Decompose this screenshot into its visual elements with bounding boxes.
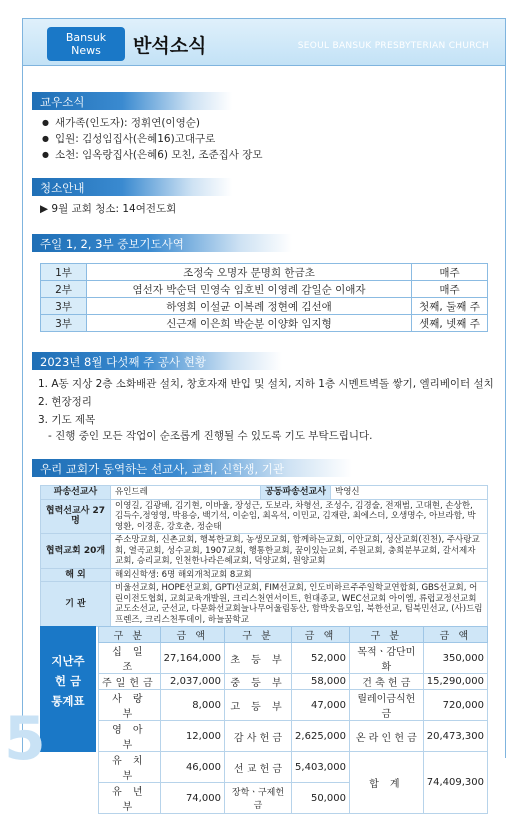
table-row: 협력교회 20개 주소망교회, 신촌교회, 행복한교회, 농생모교회, 함께하는교회, 이안교회, 성산교회(진천), 주사랑교회, 열곡교회, 성수교회, 1907교회, 행통한교회, 꿈이있는교회, 주원교회, 충희분부교회, 갈서제자교회, 승리교회, 인천한나라은혜교회, 덕양교회, 원양교회 <box>41 534 488 569</box>
table-row: 영 아 부 12,000 감 사 헌 금 2,625,000 온 라 인 헌 금 20,473,300 <box>99 721 488 752</box>
cleaning-heading: 청소안내 <box>32 178 232 196</box>
news-item: ● 소천: 임옥랑집사(은혜6) 모친, 조준집사 장모 <box>42 147 263 163</box>
news-item: ● 새가족(인도자): 정휘연(이영순) <box>42 115 263 131</box>
news-heading: 교우소식 <box>32 92 232 110</box>
construction-text: 1. A동 지상 2층 소화배관 설치, 창호자재 반입 및 설치, 지하 1층 시멘트벽돌 쌓기, 엘리베이터 설치 2. 현장정리 3. 기도 제목 - 진행 중인 모든 작업이 순조롭게 진행될 수 있도록 기도 부탁드립니다. <box>38 378 494 442</box>
cleaning-text: ▶ 9월 교회 청소: 14여전도회 <box>40 203 177 215</box>
table-row: 3부 하영희 이설균 이복례 정현예 김선애 첫째, 둘째 주 <box>41 298 488 315</box>
table-row: 유 년 부 74,000 장학ㆍ구제헌금 50,000 <box>99 783 488 814</box>
table-row: 주일헌금 2,037,000 중 등 부 58,000 건 축 헌 금 15,290,000 <box>99 674 488 690</box>
news-list <box>42 115 263 163</box>
table-row: 협력선교사 27명 이영길, 김광배, 김기현, 이바울, 장성근, 도보라, 차형선, 조성수, 김경술, 전재범, 고대현, 손상한, 김득수,정영영, 박용승, 백기석, 이순임, 최옥석, 이민교, 김재란, 최에스더, 오생명수, 아브라함, 박영환, 이경훈, 강호춘, 정순태 <box>41 499 488 534</box>
bansuk-news-logo: Bansuk News <box>47 27 125 61</box>
church-name: SEOUL BANSUK PRESBYTERIAN CHURCH <box>297 41 489 51</box>
prayer-heading: 주일 1, 2, 3부 중보기도사역 <box>32 234 292 252</box>
table-row: 파송선교사 유인드레 공동파송선교사 박영신 <box>41 486 488 500</box>
table-row: 1부 조정숙 오명자 문명희 한금초 매주 <box>41 264 488 281</box>
table-row: 해 외 해외신학생: 6명 해외개척교회 8교회 <box>41 568 488 582</box>
table-row: 사 랑 부 8,000 고 등 부 47,000 릴레이금식헌금 720,000 <box>99 690 488 721</box>
table-row: 3부 신근재 이은희 박순분 이양화 임지형 셋째, 넷째 주 <box>41 315 488 332</box>
table-header-row: 구 분 금 액 구 분 금 액 구 분 금 액 <box>99 627 488 643</box>
news-item: ● 입원: 김성임집사(은혜16)고대구로 <box>42 131 263 147</box>
table-row: 십 일 조 27,164,000 초 등 부 52,000 목적ㆍ감단미화 350,000 <box>99 643 488 674</box>
mission-table <box>40 485 488 627</box>
page-number: 5 <box>4 704 46 774</box>
table-row: 유 치 부 46,000 선 교 헌 금 5,403,000 합 계 74,409,300 <box>99 752 488 783</box>
table-row: 기 관 비울선교회, HOPE선교회, GPTI선교회, FIM선교회, 인도비하르주주일학교연합회, GBS선교회, 어린이전도협회, 교회교육개발원, 크리스천연서이트, 헌대종교, WEC선교회 아이엠, 류럽교정선교회교도소선교, 군선교, 다문화선교회늘나무어울림동산, 함박웃음모임, 북한선교, 팀북민선교, (사)드림프렌즈, 크리스천투데이, 하늘꿈학교 <box>41 582 488 627</box>
page-title: 반석소식 <box>133 35 207 57</box>
offering-table <box>98 626 488 814</box>
construction-heading: 2023년 8월 다섯째 주 공사 현황 <box>32 352 282 370</box>
table-row: 2부 염선자 박순덕 민영숙 임호빈 이영례 감일순 이애자 매주 <box>41 281 488 298</box>
prayer-table <box>40 263 488 332</box>
page-header <box>22 18 506 66</box>
mission-heading: 우리 교회가 동역하는 선교사, 교회, 신학생, 기관 <box>32 459 352 477</box>
offering-stats-label: 지난주 헌 금 통계표 <box>40 626 96 752</box>
